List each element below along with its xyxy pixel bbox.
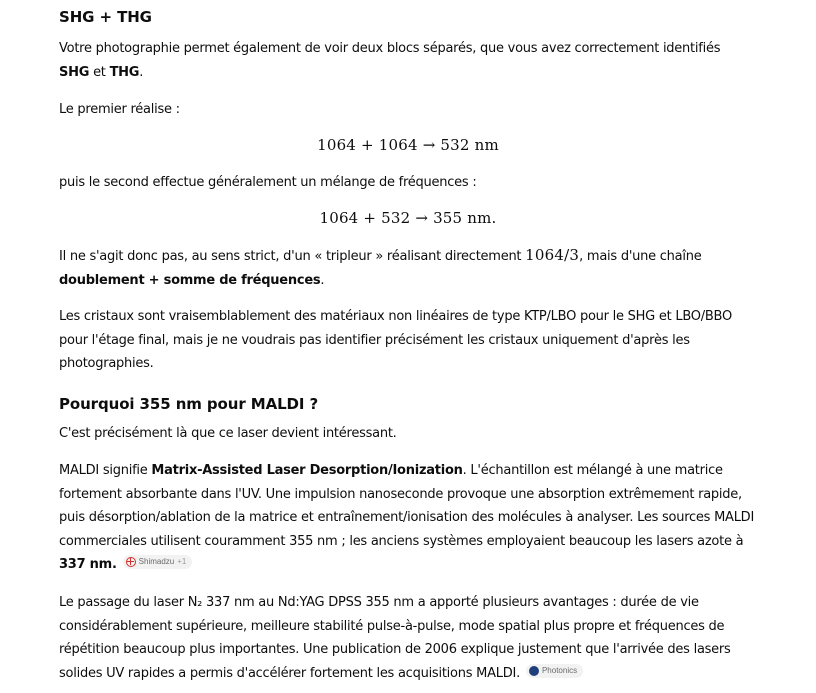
citation-more-count: +1 xyxy=(177,557,187,566)
equation-thg: 1064 + 532 → 355 nm. xyxy=(319,209,497,227)
heading-maldi: Pourquoi 355 nm pour MALDI ? xyxy=(59,395,319,413)
citation-photonics[interactable] xyxy=(526,664,583,678)
paragraph-photo-blocks: Votre photographie permet également de voir deux blocs séparés, que vous avez correctement identifiés SHG et THG. xyxy=(59,41,721,80)
equation-shg: 1064 + 1064 → 532 nm xyxy=(317,136,499,154)
paragraph-laser-transition: Le passage du laser N₂ 337 nm au Nd:YAG DPSS 355 nm a apporté plusieurs avantages : durée de vie considérablement supérieure, meilleure stabilité pulse-à-pulse, mode spatial plus propre et fréquences de répétition beaucoup plus importantes. Une publication de 2006 explique justement que l'arrivée des lasers solides UV rapides a permis d'accélérer fortement les acquisitions MALDI. Photonics xyxy=(59,595,731,681)
heading-shg-thg: SHG + THG xyxy=(59,8,152,26)
paragraph-not-tripler: Il ne s'agit donc pas, au sens strict, d'un « tripleur » réalisant directement 1064/3, mais d'une chaîne doublement + somme de fréquences. xyxy=(59,246,702,288)
paragraph-maldi-definition: MALDI signifie Matrix-Assisted Laser Desorption/Ionization. L'échantillon est mélangé à une matrice fortement absorbante dans l'UV. Une impulsion nanoseconde provoque une absorption extrêmement rapide, puis désorption/ablation de la matrice et entraînement/ionisation des molécules à analyser. Les sources MALDI commerciales utilisent couramment 355 nm ; les anciens systèmes employaient beaucoup les lasers azote à 337 nm. Shimadzu +1 xyxy=(59,463,755,572)
paragraph-second-stage: puis le second effectue généralement un mélange de fréquences : xyxy=(59,175,477,190)
bold-337nm: 337 nm. xyxy=(59,557,117,572)
bold-maldi-expansion: Matrix-Assisted Laser Desorption/Ionization xyxy=(151,463,463,478)
bold-thg: THG xyxy=(109,64,140,80)
paragraph-crystals: Les cristaux sont vraisemblablement des matériaux non linéaires de type KTP/LBO pour le SHG et LBO/BBO pour l'étage final, mais je ne voudrais pas identifier précisément les cristaux uniquement d'après les photographies. xyxy=(59,309,732,371)
citation-shimadzu[interactable] xyxy=(123,555,193,569)
paragraph-interesting: C'est précisément là que ce laser devient intéressant. xyxy=(59,426,397,441)
photonics-logo-icon xyxy=(529,666,539,676)
paragraph-first-stage: Le premier réalise : xyxy=(59,102,180,117)
inline-math: 1064/3 xyxy=(525,246,580,264)
citation-label: Shimadzu xyxy=(138,557,175,566)
bold-shg: SHG xyxy=(59,64,90,80)
bold-chain: doublement + somme de fréquences xyxy=(59,272,321,288)
shimadzu-logo-icon xyxy=(126,557,136,567)
citation-label: Photonics xyxy=(541,665,578,675)
